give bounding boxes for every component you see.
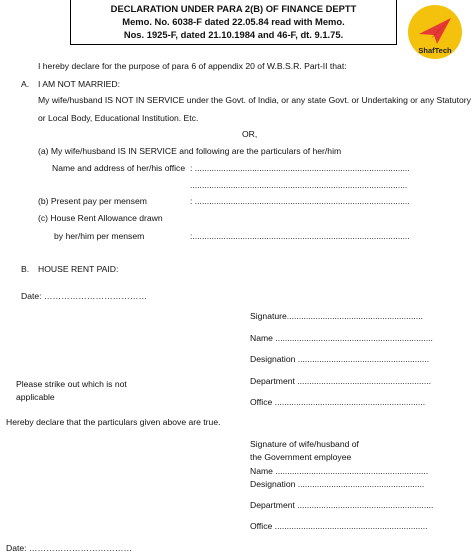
- item-c-fill: :...........................................................................................: [190, 231, 410, 241]
- header-title-line3: Nos. 1925-F, dated 21.10.1984 and 46-F, dt. 9.1.75.: [123, 29, 344, 40]
- section-b-title: HOUSE RENT PAID:: [38, 264, 119, 274]
- declaration-true-text: Hereby declare that the particulars given above are true.: [6, 417, 221, 427]
- item-a-name-label: Name and address of her/his office: [52, 163, 186, 173]
- item-b-fill: : ..........................................................................................: [190, 196, 410, 206]
- department-field: Department ........................................................: [250, 376, 431, 386]
- date-field-1: Date: ………………………………: [21, 291, 148, 301]
- shaftech-logo: [407, 4, 463, 60]
- spouse-office-field: Office ................................................................: [250, 521, 428, 531]
- item-a-label: (a) My wife/husband IS IN SERVICE and following are the particulars of her/him: [38, 146, 342, 156]
- section-a-line1: My wife/husband IS NOT IN SERVICE under the Govt. of India, or any state Govt. or Undertaking or any Statutory: [38, 95, 471, 105]
- header-box: [70, 0, 397, 45]
- section-a-title: I AM NOT MARRIED:: [38, 79, 120, 89]
- office-field: Office ...............................................................: [250, 397, 426, 407]
- section-a-line2: or Local Body, Educational Institution. Etc.: [38, 113, 199, 123]
- logo-text: ShafTech: [418, 46, 452, 55]
- strike-note-line1: Please strike out which is not: [16, 379, 127, 389]
- designation-field: Designation .......................................................: [250, 354, 430, 364]
- logo-badge-icon: [407, 4, 463, 60]
- spouse-department-field: Department .........................................................: [250, 500, 434, 510]
- item-a-fill-line1: : ..........................................................................................: [190, 163, 410, 173]
- date-field-2: Date: ………………………………: [6, 543, 133, 553]
- item-b-label: (b) Present pay per mensem: [38, 196, 147, 206]
- spouse-signature-title2: the Government employee: [250, 452, 352, 462]
- section-b-marker: B.: [21, 264, 30, 274]
- item-a-fill-line2: ...........................................................................................: [190, 180, 408, 190]
- signature-field: Signature.........................................................: [250, 311, 423, 321]
- section-a-marker: A.: [21, 79, 30, 89]
- intro-text: I hereby declare for the purpose of para 6 of appendix 20 of W.B.S.R. Part-II that:: [38, 61, 347, 71]
- item-c-label: (c) House Rent Allowance drawn: [38, 213, 163, 223]
- header-title-line1: DECLARATION UNDER PARA 2(B) OF FINANCE DEPTT: [110, 3, 357, 14]
- header-title-line2: Memo. No. 6038-F dated 22.05.84 read with Memo.: [122, 16, 345, 27]
- spouse-signature-title1: Signature of wife/husband of: [250, 439, 359, 449]
- item-c-sub-label: by her/him per mensem: [54, 231, 145, 241]
- strike-note-line2: applicable: [16, 392, 55, 402]
- spouse-name-field: Name ................................................................: [250, 466, 429, 476]
- spouse-designation-field: Designation .....................................................: [250, 479, 425, 489]
- name-field: Name ..................................................................: [250, 333, 433, 343]
- or-separator: OR,: [242, 129, 258, 139]
